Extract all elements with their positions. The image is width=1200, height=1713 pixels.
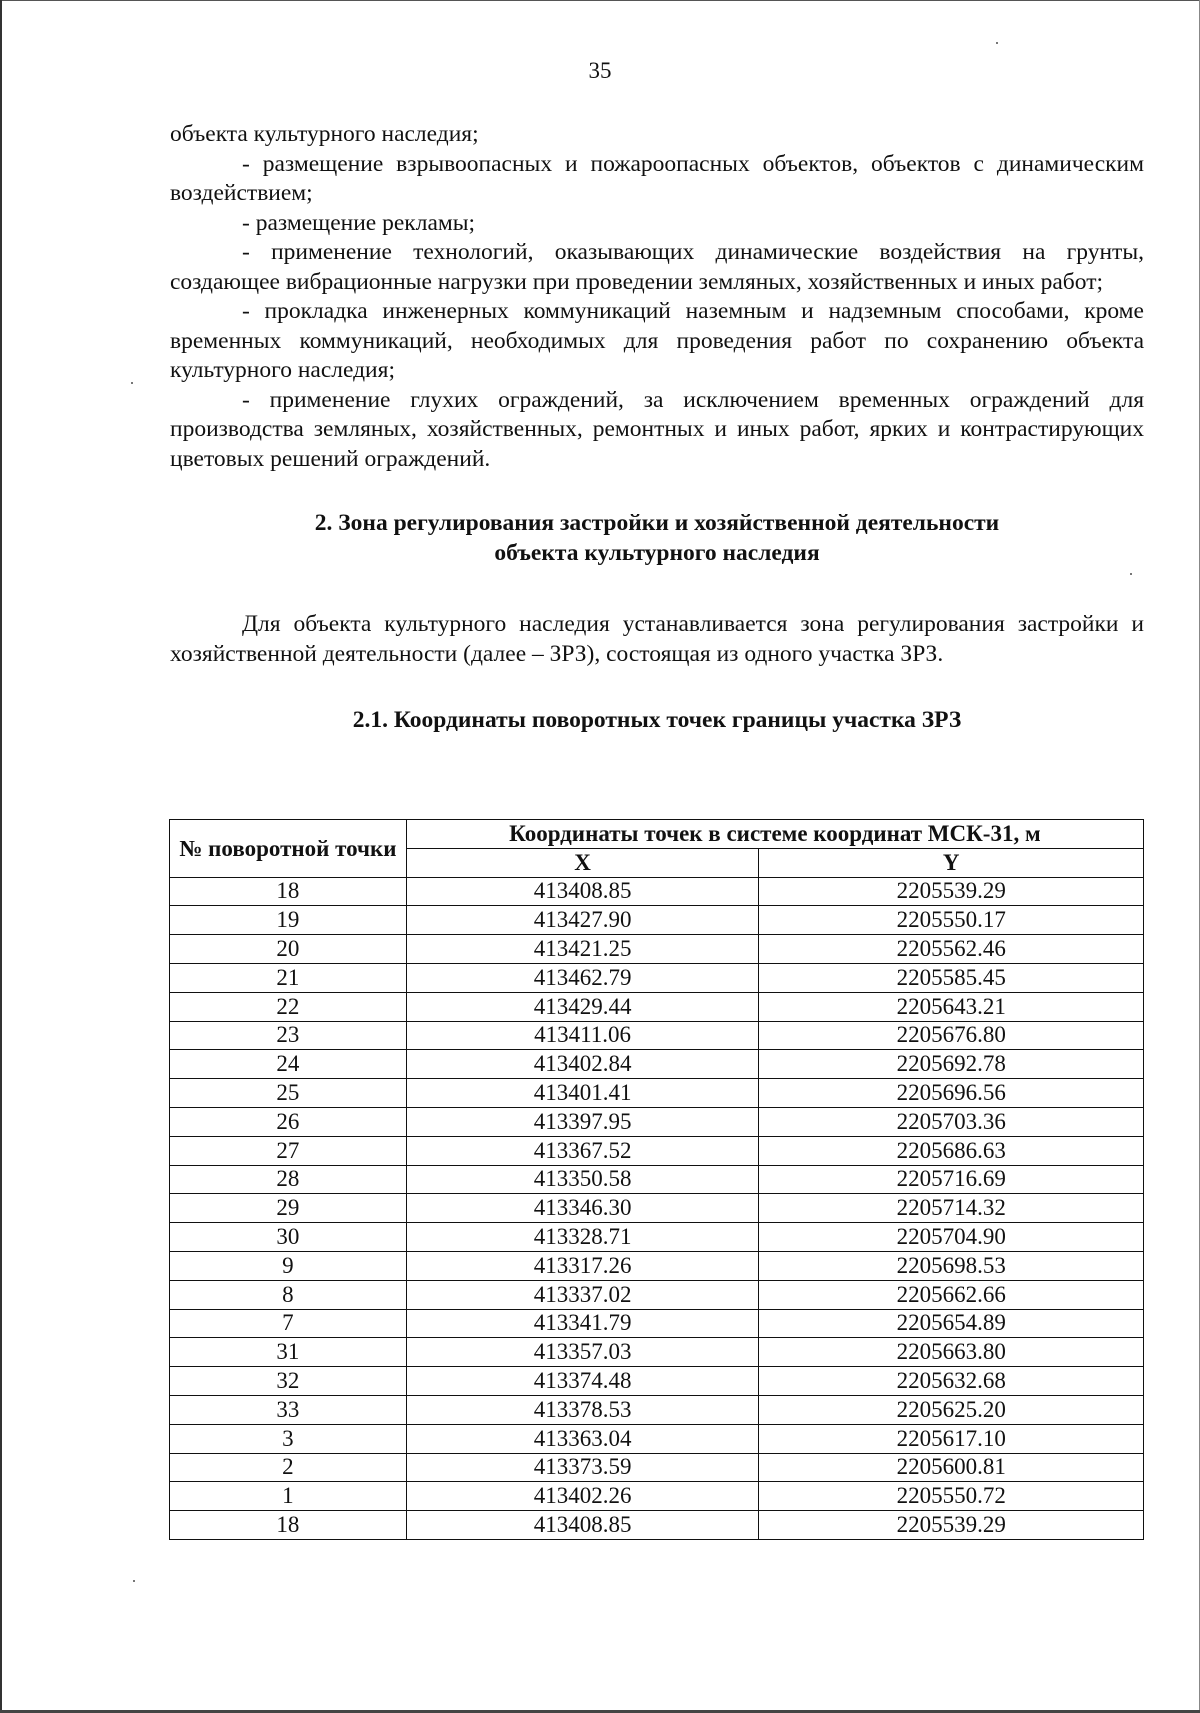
point-cell: 8 <box>170 1280 407 1309</box>
table-row <box>170 992 1144 1021</box>
y-cell: 2205643.21 <box>759 992 1144 1021</box>
x-cell: 413411.06 <box>406 1021 759 1050</box>
scan-edge-top <box>0 0 1200 1</box>
x-cell: 413402.84 <box>406 1050 759 1079</box>
table-row <box>170 1338 1144 1367</box>
y-cell: 2205654.89 <box>759 1309 1144 1338</box>
point-cell: 28 <box>170 1165 407 1194</box>
table-row <box>170 1395 1144 1424</box>
x-column-header: X <box>406 848 759 877</box>
x-cell: 413346.30 <box>406 1194 759 1223</box>
y-cell: 2205714.32 <box>759 1194 1144 1223</box>
point-cell: 18 <box>170 877 407 906</box>
y-cell: 2205585.45 <box>759 963 1144 992</box>
list-item: - применение технологий, оказывающих динамические воздействия на грунты, создающее вибрационные нагрузки при проведении земляных, хозяйственных и иных работ; <box>170 239 1144 295</box>
section-heading <box>170 508 1144 568</box>
section-intro: Для объекта культурного наследия устанавливается зона регулирования застройки и хозяйственной деятельности (далее – ЗРЗ), состоящая из одного участка ЗРЗ. <box>170 611 1144 667</box>
point-cell: 24 <box>170 1050 407 1079</box>
table-row <box>170 906 1144 935</box>
y-cell: 2205696.56 <box>759 1079 1144 1108</box>
y-cell: 2205539.29 <box>759 877 1144 906</box>
point-cell: 7 <box>170 1309 407 1338</box>
point-cell: 26 <box>170 1107 407 1136</box>
x-cell: 413328.71 <box>406 1223 759 1252</box>
x-cell: 413421.25 <box>406 935 759 964</box>
scan-speck <box>131 382 133 384</box>
table-row <box>170 1223 1144 1252</box>
x-cell: 413462.79 <box>406 963 759 992</box>
coordinates-table <box>169 819 1144 1540</box>
x-cell: 413397.95 <box>406 1107 759 1136</box>
y-cell: 2205632.68 <box>759 1367 1144 1396</box>
section-heading-line: объекта культурного наследия <box>494 540 820 566</box>
table-row <box>170 1050 1144 1079</box>
y-cell: 2205686.63 <box>759 1136 1144 1165</box>
x-cell: 413408.85 <box>406 877 759 906</box>
x-cell: 413350.58 <box>406 1165 759 1194</box>
x-cell: 413367.52 <box>406 1136 759 1165</box>
point-cell: 19 <box>170 906 407 935</box>
coords-group-header: Координаты точек в системе координат МСК-31, м <box>406 820 1143 849</box>
x-cell: 413429.44 <box>406 992 759 1021</box>
y-cell: 2205716.69 <box>759 1165 1144 1194</box>
point-number-header: № поворотной точки <box>170 820 407 878</box>
x-cell: 413427.90 <box>406 906 759 935</box>
paragraph: объекта культурного наследия; <box>170 121 479 147</box>
table-row <box>170 1367 1144 1396</box>
point-cell: 9 <box>170 1251 407 1280</box>
y-cell: 2205662.66 <box>759 1280 1144 1309</box>
y-cell: 2205562.46 <box>759 935 1144 964</box>
table-row <box>170 877 1144 906</box>
point-cell: 2 <box>170 1453 407 1482</box>
x-cell: 413401.41 <box>406 1079 759 1108</box>
scan-speck <box>133 1580 135 1582</box>
y-cell: 2205692.78 <box>759 1050 1144 1079</box>
y-cell: 2205703.36 <box>759 1107 1144 1136</box>
table-row <box>170 1280 1144 1309</box>
table-row <box>170 935 1144 964</box>
table-row <box>170 963 1144 992</box>
x-cell: 413341.79 <box>406 1309 759 1338</box>
table-row <box>170 1021 1144 1050</box>
y-cell: 2205550.17 <box>759 906 1144 935</box>
table-row <box>170 1079 1144 1108</box>
y-cell: 2205625.20 <box>759 1395 1144 1424</box>
document-body <box>170 120 1144 735</box>
point-cell: 1 <box>170 1482 407 1511</box>
y-cell: 2205698.53 <box>759 1251 1144 1280</box>
x-cell: 413402.26 <box>406 1482 759 1511</box>
x-cell: 413357.03 <box>406 1338 759 1367</box>
point-cell: 18 <box>170 1511 407 1540</box>
x-cell: 413378.53 <box>406 1395 759 1424</box>
list-item: - размещение рекламы; <box>242 209 476 236</box>
point-cell: 20 <box>170 935 407 964</box>
table-header-row <box>170 820 1144 849</box>
point-cell: 23 <box>170 1021 407 1050</box>
table-row <box>170 1309 1144 1338</box>
y-cell: 2205663.80 <box>759 1338 1144 1367</box>
table-row <box>170 1511 1144 1540</box>
x-cell: 413337.02 <box>406 1280 759 1309</box>
table-row <box>170 1482 1144 1511</box>
table-row <box>170 1251 1144 1280</box>
point-cell: 29 <box>170 1194 407 1223</box>
point-cell: 22 <box>170 992 407 1021</box>
point-cell: 32 <box>170 1367 407 1396</box>
x-cell: 413374.48 <box>406 1367 759 1396</box>
point-cell: 27 <box>170 1136 407 1165</box>
list-item: - прокладка инженерных коммуникаций наземным и надземным способами, кроме временных коммуникаций, необходимых для проведения работ по сохранению объекта культурного наследия; <box>170 298 1144 383</box>
y-column-header: Y <box>759 848 1144 877</box>
point-cell: 25 <box>170 1079 407 1108</box>
scan-speck <box>996 42 998 44</box>
y-cell: 2205617.10 <box>759 1424 1144 1453</box>
x-cell: 413317.26 <box>406 1251 759 1280</box>
y-cell: 2205550.72 <box>759 1482 1144 1511</box>
section-heading-line: 2. Зона регулирования застройки и хозяйственной деятельности <box>314 510 1000 536</box>
table-row <box>170 1165 1144 1194</box>
point-cell: 33 <box>170 1395 407 1424</box>
list-item: - применение глухих ограждений, за исключением временных ограждений для производства земляных, хозяйственных, ремонтных и иных работ, ярких и контрастирующих цветовых решений ограждений. <box>170 386 1144 472</box>
table-row <box>170 1136 1144 1165</box>
x-cell: 413363.04 <box>406 1424 759 1453</box>
x-cell: 413408.85 <box>406 1511 759 1540</box>
subsection-heading: 2.1. Координаты поворотных точек границы участка ЗРЗ <box>352 707 962 733</box>
point-cell: 31 <box>170 1338 407 1367</box>
y-cell: 2205539.29 <box>759 1511 1144 1540</box>
table-row <box>170 1453 1144 1482</box>
table-row <box>170 1424 1144 1453</box>
list-item: - размещение взрывоопасных и пожароопасных объектов, объектов с динамическим воздействием; <box>170 150 1144 206</box>
table-row <box>170 1194 1144 1223</box>
x-cell: 413373.59 <box>406 1453 759 1482</box>
y-cell: 2205704.90 <box>759 1223 1144 1252</box>
y-cell: 2205676.80 <box>759 1021 1144 1050</box>
page-number: 35 <box>588 58 612 83</box>
y-cell: 2205600.81 <box>759 1453 1144 1482</box>
point-cell: 30 <box>170 1223 407 1252</box>
point-cell: 21 <box>170 963 407 992</box>
point-cell: 3 <box>170 1424 407 1453</box>
table-row <box>170 1107 1144 1136</box>
scan-edge-left <box>0 0 2 1713</box>
